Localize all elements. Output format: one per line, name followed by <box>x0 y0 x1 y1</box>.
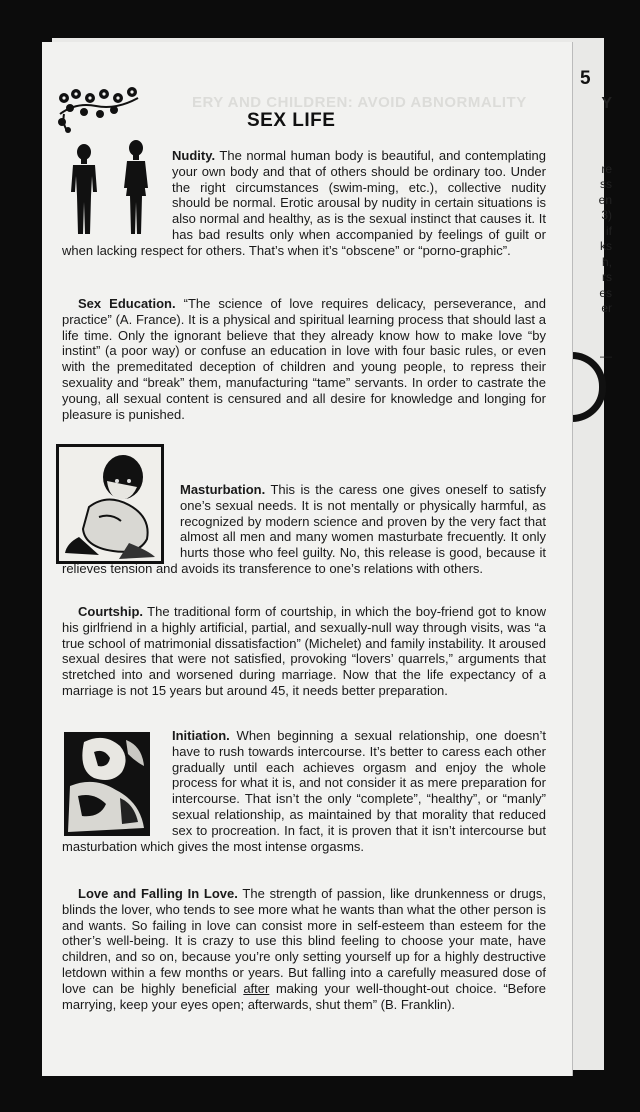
back-fragment: re <box>601 161 612 176</box>
love-body-before: The strength of passion, like drunkenness or drugs, blinds the lover, who tends to see more what he wants than what the other person is and wants. So failing in love can consist more in self-esteem than esteem for the other’s well-being. It is crazy to use this blind feeling to choose your mate, have children, and so on, because you’re only setting yourself up for a highly destructive letdown within a few months or years. But falling into a carefully measured dose of love can be highly beneficial <box>62 886 546 996</box>
back-page-text-fragments <box>572 95 612 364</box>
nudity-body: The normal human body is beautiful, and contemplating your own body and that of others should be ordinary too. Under the right circumstances (swim-ming, etc.), collective nudity should be normal. Erotic arousal by nudity in certain situations is also normal and healthy, as is the sexual instinct that causes it. It has bad results only when accompanied by feelings of guilt or when lacking respect for others. That’s when it’s “obscene” or “porno-graphic”. <box>62 148 546 258</box>
section-sex-education <box>62 296 546 422</box>
initiation-heading: Initiation. <box>172 728 230 743</box>
sex-education-heading: Sex Education. <box>78 296 176 311</box>
section-courtship <box>62 604 546 699</box>
back-fragment: Y <box>601 95 612 112</box>
love-underlined-word: after <box>243 980 270 996</box>
back-fragment: — <box>600 348 612 363</box>
back-fragment: es <box>599 285 612 300</box>
back-fragment: ks <box>600 239 612 253</box>
leaflet-page <box>42 42 572 1076</box>
back-fragment: 3) <box>601 208 612 222</box>
page-title: SEX LIFE <box>247 110 336 131</box>
section-love <box>62 886 546 1012</box>
back-fragment: er <box>601 301 612 315</box>
section-nudity <box>62 148 546 259</box>
nudity-heading: Nudity. <box>172 148 216 163</box>
back-fragment: en <box>598 192 612 207</box>
love-body-after: making your well-thought-out choice. “Before marrying, keep your eyes open; afterwards, shut them” (B. Franklin). <box>62 980 546 1012</box>
courtship-heading: Courtship. <box>78 604 143 619</box>
show-through-heading: ERY AND CHILDREN: AVOID ABNORMALITY <box>192 94 527 111</box>
initiation-body: When beginning a sexual relationship, one doesn’t have to rush towards intercourse. It’s better to caress each other gradually until each achieves orgasm and enjoy the whole process for what it is, and not consider it as mere preparation for intercourse. That isn’t the only “complete”, “healthy”, or “manly” sexual relationship, as maintained by that morality that reduced sex to procreation. In fact, it is proven that it isn’t intercourse but masturbation which gives the most intense orgasms. <box>62 728 546 854</box>
masturbation-body: This is the caress one gives oneself to satisfy one’s sexual needs. It is not mentally or physically harmful, as recognized by modern science and proven by the very fact that almost all men and many women masturbate frecuently. It only hurts those who feel guilty. No, this release is good, because it relieves tension and avoids its transference to one’s relations with others. <box>62 482 546 576</box>
back-fragment: ss <box>600 177 612 191</box>
back-page-number-2: 5 <box>580 68 591 89</box>
back-fragment: h, <box>601 254 612 269</box>
flower-vine-icon <box>56 84 142 134</box>
section-initiation <box>62 728 546 854</box>
back-fragment: if <box>606 223 612 238</box>
sex-education-body: “The science of love requires delicacy, perseverance, and practice” (A. France). It is a physical and spiritual learning process that should last a life time. Only the ignorant believe that they already know how to make love “by instint” (a poor way) or confuse an education in love with four basic rules, or even with the premeditated deception of children and young people, to repress their sexuality and “break” them, manufacturing “tame” servants. In order to castrate the young, all sexual content is censured and all desire for knowledge and longing for pleasure is punished. <box>62 296 546 422</box>
back-fragment: rs <box>602 270 612 284</box>
section-masturbation <box>62 482 546 577</box>
masturbation-heading: Masturbation. <box>180 482 266 497</box>
courtship-body: The traditional form of courtship, in which the boy-friend got to know his girlfriend in a highly artificial, partial, and sexually-null way through visits, was “a true school of matrimonial dissatisfaction” (Michelet) and family instability. It aroused sexual desires that were not satisfied, provoking “lovers’ quarrels,” arguments that stretched into and worsened during marriage. Now that the life expectancy of a marriage is not 15 years but around 45, it needs better preparation. <box>62 604 546 698</box>
love-heading: Love and Falling In Love. <box>78 886 238 901</box>
